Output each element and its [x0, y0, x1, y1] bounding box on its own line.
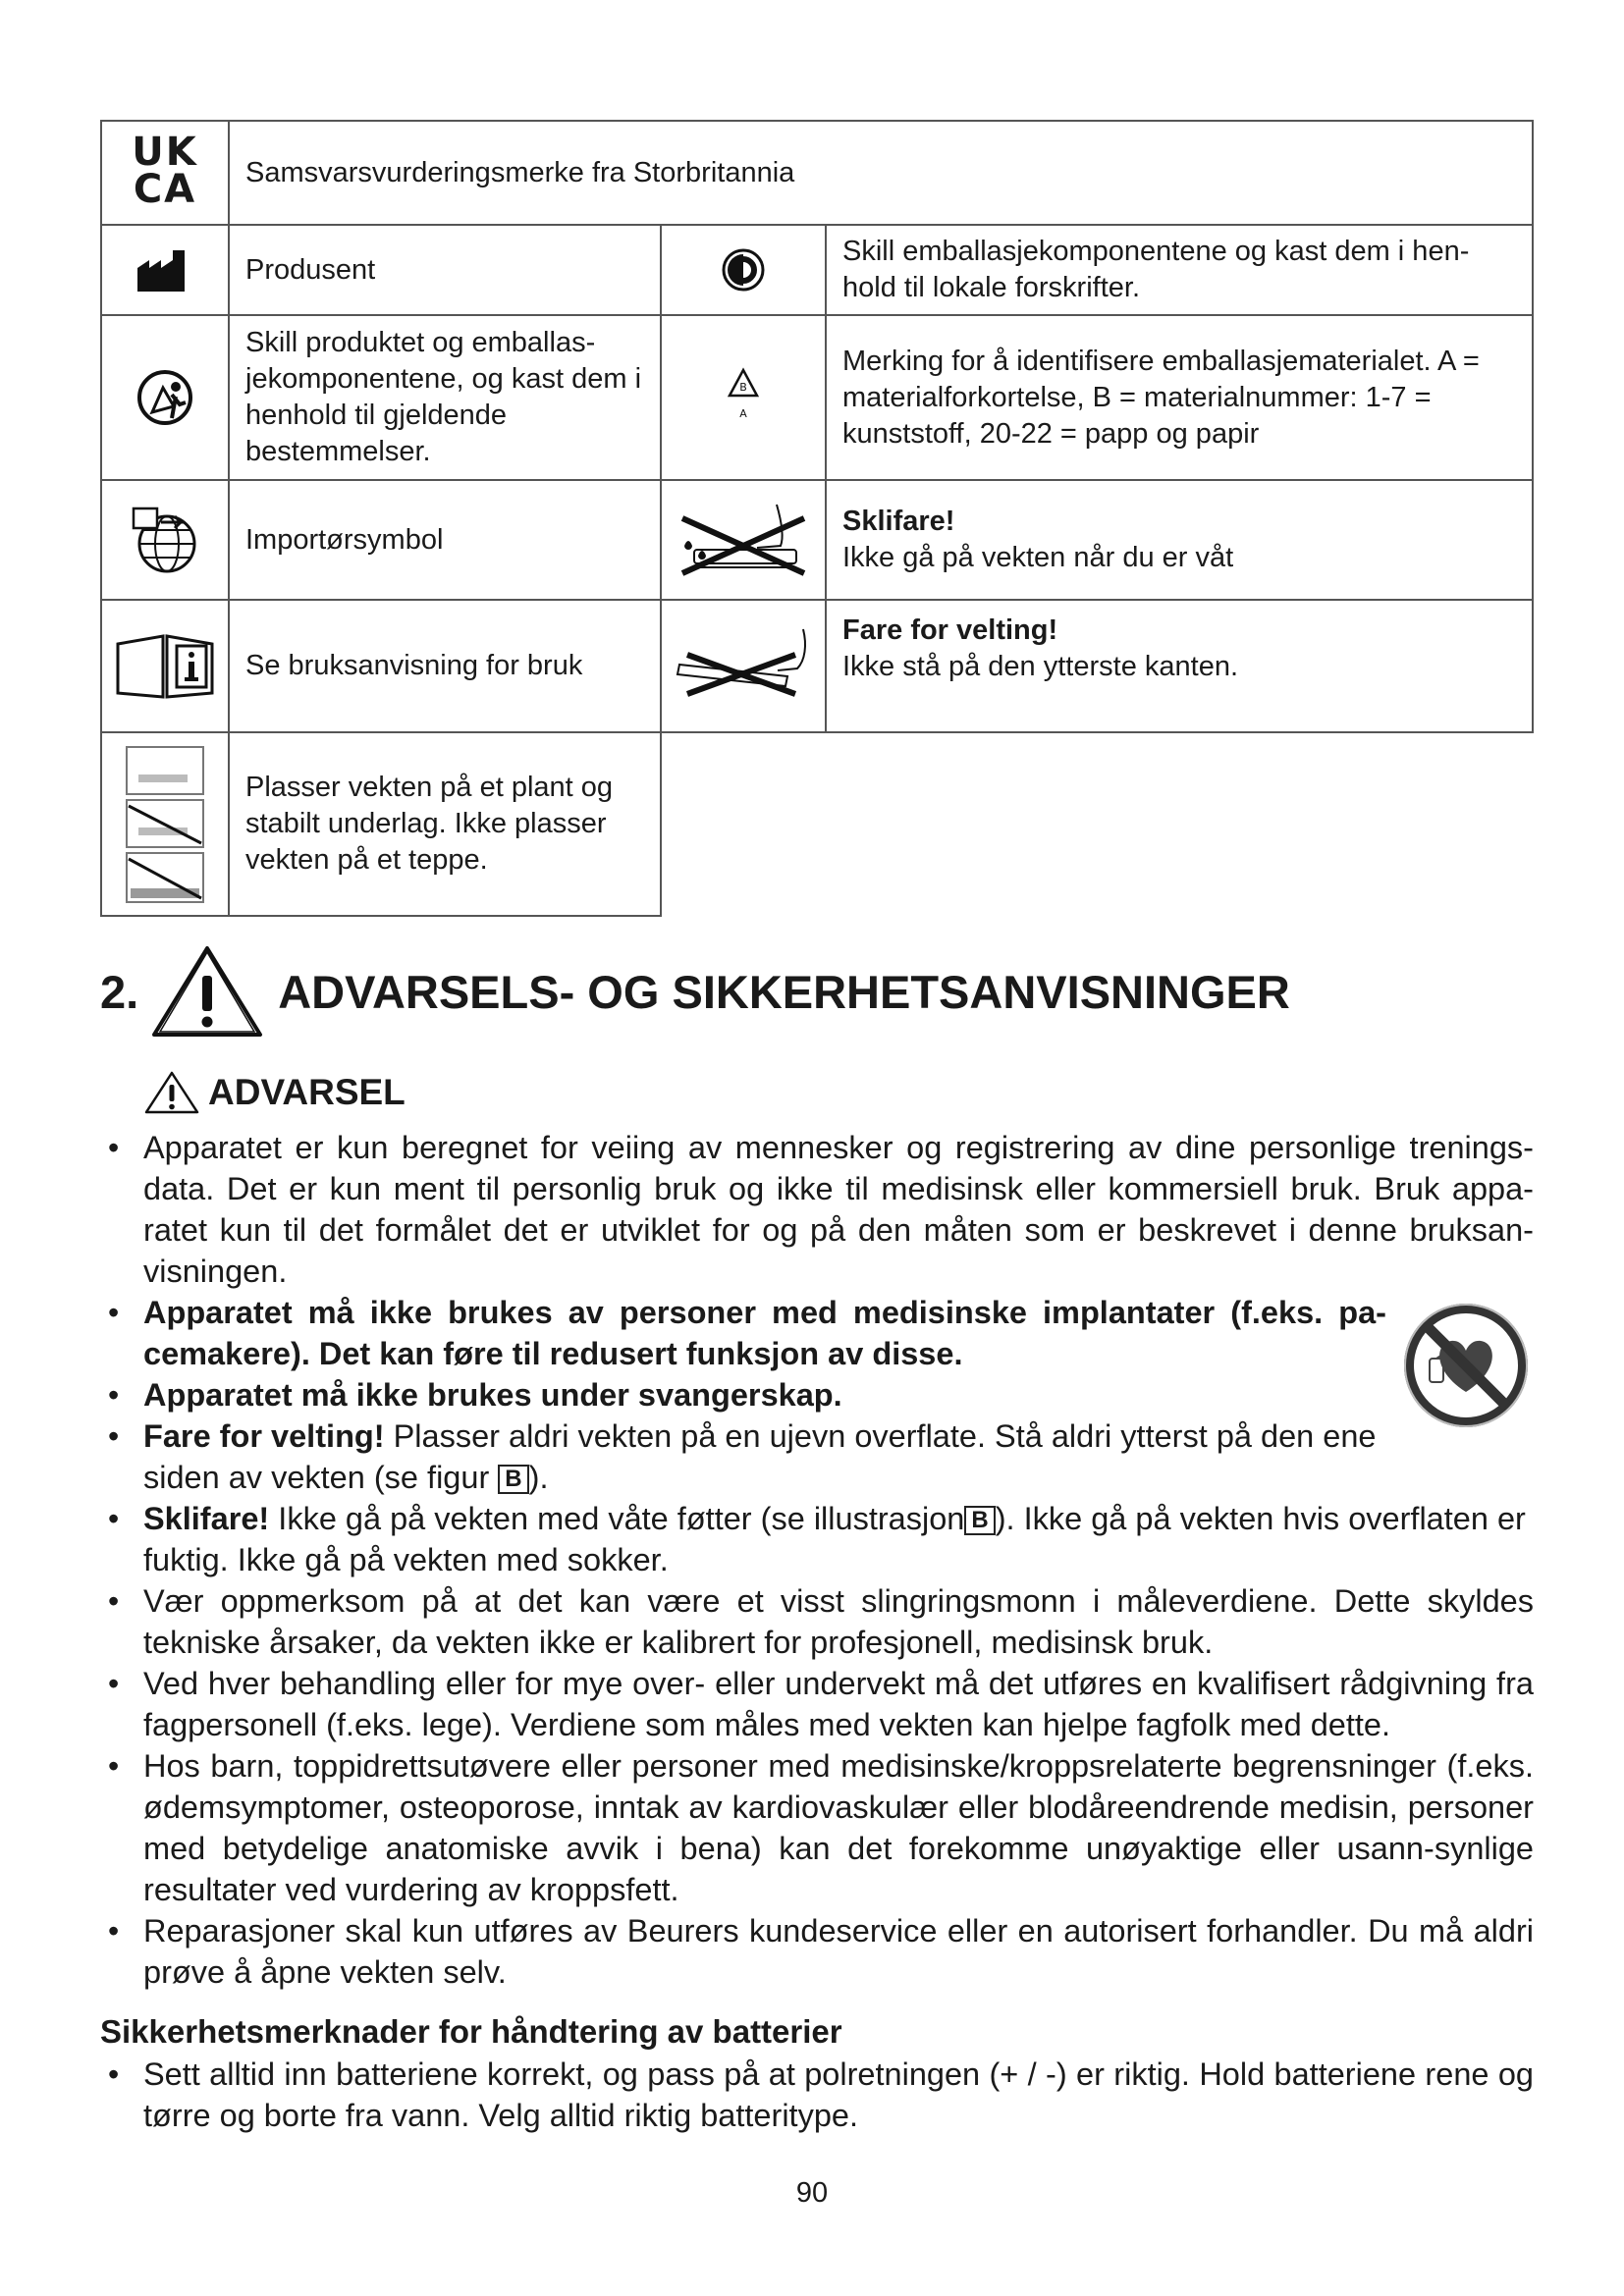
importer-icon [128, 503, 202, 577]
figure-reference: B [498, 1465, 528, 1494]
list-item: • Vær oppmerksom på at det kan være et visst slingringsmonn i måleverdiene. Dette skyldes tekniske årsaker, da vekten ikke er kalibrert for profesjonell, medisinsk bruk. [108, 1580, 1534, 1663]
tipping-text: Ikke stå på den ytterste kanten. [842, 651, 1239, 682]
slip-title: Sklifare! [842, 506, 955, 537]
recycle-person-icon [131, 363, 199, 432]
green-dot-icon [721, 247, 766, 293]
section-heading [100, 937, 1290, 1045]
list-item: • Apparatet må ikke brukes av personer med medisinske implantater (f.eks. pa-cemakere). Det kan føre til redusert funksjon av disse. [108, 1292, 1386, 1374]
section-number: 2. [100, 965, 139, 1018]
list-item: • Ved hver behandling eller for mye over- eller undervekt må det utføres en kvalifisert rådgivning fra fagpersonell (f.eks. lege). Verdiene som måles med vekten kan hjelpe fagfolk med dette. [108, 1663, 1534, 1745]
surface-text: Plasser vekten på et plant og stabilt underlag. Ikke plasser vekten på et teppe. [229, 732, 661, 916]
list-item: • Sett alltid inn batteriene korrekt, og pass på at polretningen (+ / -) er riktig. Hold batteriene rene og tørre og borte fra vann. Velg alltid riktig batteritype. [108, 2054, 1534, 2136]
warning-triangle-small-icon [143, 1070, 200, 1115]
figure-reference: B [964, 1506, 995, 1535]
battery-list [108, 2054, 1534, 2136]
slip-warning-icon [675, 499, 812, 581]
list-item: • Apparatet er kun beregnet for veiing av mennesker og registrering av dine personlige trenings-data. Det er kun ment til personlig bruk og ikke til medisinsk eller kommersiell bruk. Bruk appa-ratet kun til det formålet det er utviklet for og på den måten som er beskrevet i denne bruksan-visningen. [108, 1127, 1534, 1292]
svg-text:A: A [739, 407, 747, 420]
manufacturer-icon [135, 246, 194, 294]
section-title: ADVARSELS- OG SIKKERHETSANVISNINGER [278, 965, 1290, 1018]
product-disposal-text: Skill produktet og emballas-jekomponentene, og kast dem i henhold til gjeldende bestemmelser. [229, 315, 661, 480]
svg-text:B: B [739, 381, 747, 394]
list-item: • Sklifare! Ikke gå på vekten med våte føtter (se illustrasjon B ). Ikke gå på vekten hvis overflaten er fuktig. Ikke gå på vekten med sokker. [108, 1498, 1534, 1580]
slip-text: Ikke gå på vekten når du er våt [842, 542, 1234, 573]
packaging-disposal-text: Skill emballasjekomponentene og kast dem i hen-hold til lokale forskrifter. [826, 225, 1533, 315]
list-item: • Apparatet må ikke brukes under svangerskap. [108, 1374, 1386, 1415]
ukca-text: Samsvarsvurderingsmerke fra Storbritannia [229, 121, 1533, 225]
tipping-warning-icon [670, 625, 817, 708]
tipping-title: Fare for velting! [842, 614, 1058, 646]
manual-icon [114, 632, 216, 701]
importer-text: Importørsymbol [229, 480, 661, 600]
material-code-icon [724, 366, 763, 429]
page-number: 90 [795, 2177, 829, 2209]
warning-triangle-icon [150, 944, 264, 1039]
manufacturer-text: Produsent [229, 225, 661, 315]
list-item: • Reparasjoner skal kun utføres av Beurers kundeservice eller en autorisert forhandler. Du må aldri prøve å åpne vekten selv. [108, 1910, 1534, 1993]
ukca-cell [101, 121, 229, 225]
battery-heading: Sikkerhetsmerknader for håndtering av batterier [100, 2013, 842, 2050]
list-item: • Fare for velting! Plasser aldri vekten på en ujevn overflate. Stå aldri ytterst på den ene siden av vekten (se figur B ). [108, 1415, 1386, 1498]
symbol-table [100, 120, 1534, 917]
warning-list [108, 1127, 1534, 1993]
manual-text: Se bruksanvisning for bruk [229, 600, 661, 732]
ukca-mark: UK CA [132, 130, 198, 212]
warning-label: ADVARSEL [143, 1070, 406, 1115]
stable-surface-icon [125, 745, 205, 904]
no-pacemaker-icon [1402, 1302, 1530, 1429]
list-item: • Hos barn, toppidrettsutøvere eller personer med medisinske/kroppsrelaterte begrensninger (f.eks. ødemsymptomer, osteoporose, inntak av kardiovaskulær eller blodåreendrende medisin, personer med betydelige anatomiske avvik i bena) kan det forekomme unøyaktige eller usann-synlige resultater ved vurdering av kroppsfett. [108, 1745, 1534, 1910]
material-id-text: Merking for å identifisere emballasjematerialet. A = materialforkortelse, B = materialnummer: 1-7 = kunststoff, 20-22 = papp og papir [826, 315, 1533, 480]
